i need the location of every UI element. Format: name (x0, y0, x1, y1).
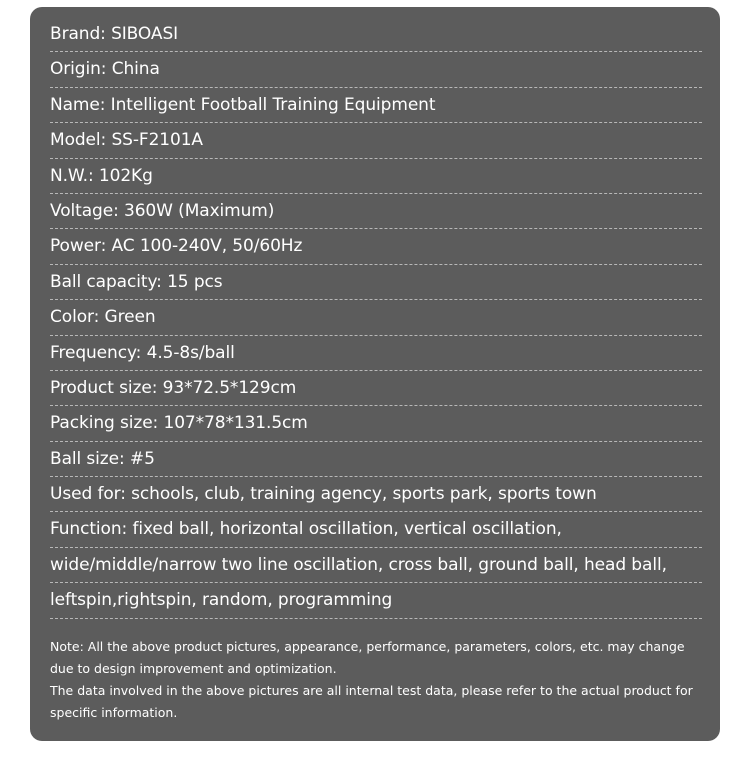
spec-row-origin: Origin: China (50, 52, 702, 87)
spec-row-packing-size: Packing size: 107*78*131.5cm (50, 406, 702, 441)
spec-row-ball-capacity: Ball capacity: 15 pcs (50, 265, 702, 300)
disclaimer-note (50, 636, 705, 724)
spec-panel (30, 7, 720, 741)
spec-row-frequency: Frequency: 4.5-8s/ball (50, 336, 702, 371)
spec-row-product-size: Product size: 93*72.5*129cm (50, 371, 702, 406)
spec-row-used-for: Used for: schools, club, training agency, sports park, sports town (50, 477, 702, 512)
spec-row-net-weight: N.W.: 102Kg (50, 159, 702, 194)
spec-row-voltage: Voltage: 360W (Maximum) (50, 194, 702, 229)
spec-row-color: Color: Green (50, 300, 702, 335)
spec-row-model: Model: SS-F2101A (50, 123, 702, 158)
spec-list (50, 17, 702, 619)
note-design-change: Note: All the above product pictures, appearance, performance, parameters, colors, etc. may change due to design improvement and optimization. (50, 639, 685, 676)
spec-row-function-continued: wide/middle/narrow two line oscillation, cross ball, ground ball, head ball, (50, 548, 702, 583)
note-test-data: The data involved in the above pictures are all internal test data, please refer to the actual product for specific information. (50, 683, 693, 720)
spec-row-function-continued-2: leftspin,rightspin, random, programming (50, 583, 702, 618)
spec-row-brand: Brand: SIBOASI (50, 17, 702, 52)
spec-row-ball-size: Ball size: #5 (50, 442, 702, 477)
spec-row-name: Name: Intelligent Football Training Equipment (50, 88, 702, 123)
spec-row-function: Function: fixed ball, horizontal oscillation, vertical oscillation, (50, 512, 702, 547)
spec-row-power: Power: AC 100-240V, 50/60Hz (50, 229, 702, 264)
